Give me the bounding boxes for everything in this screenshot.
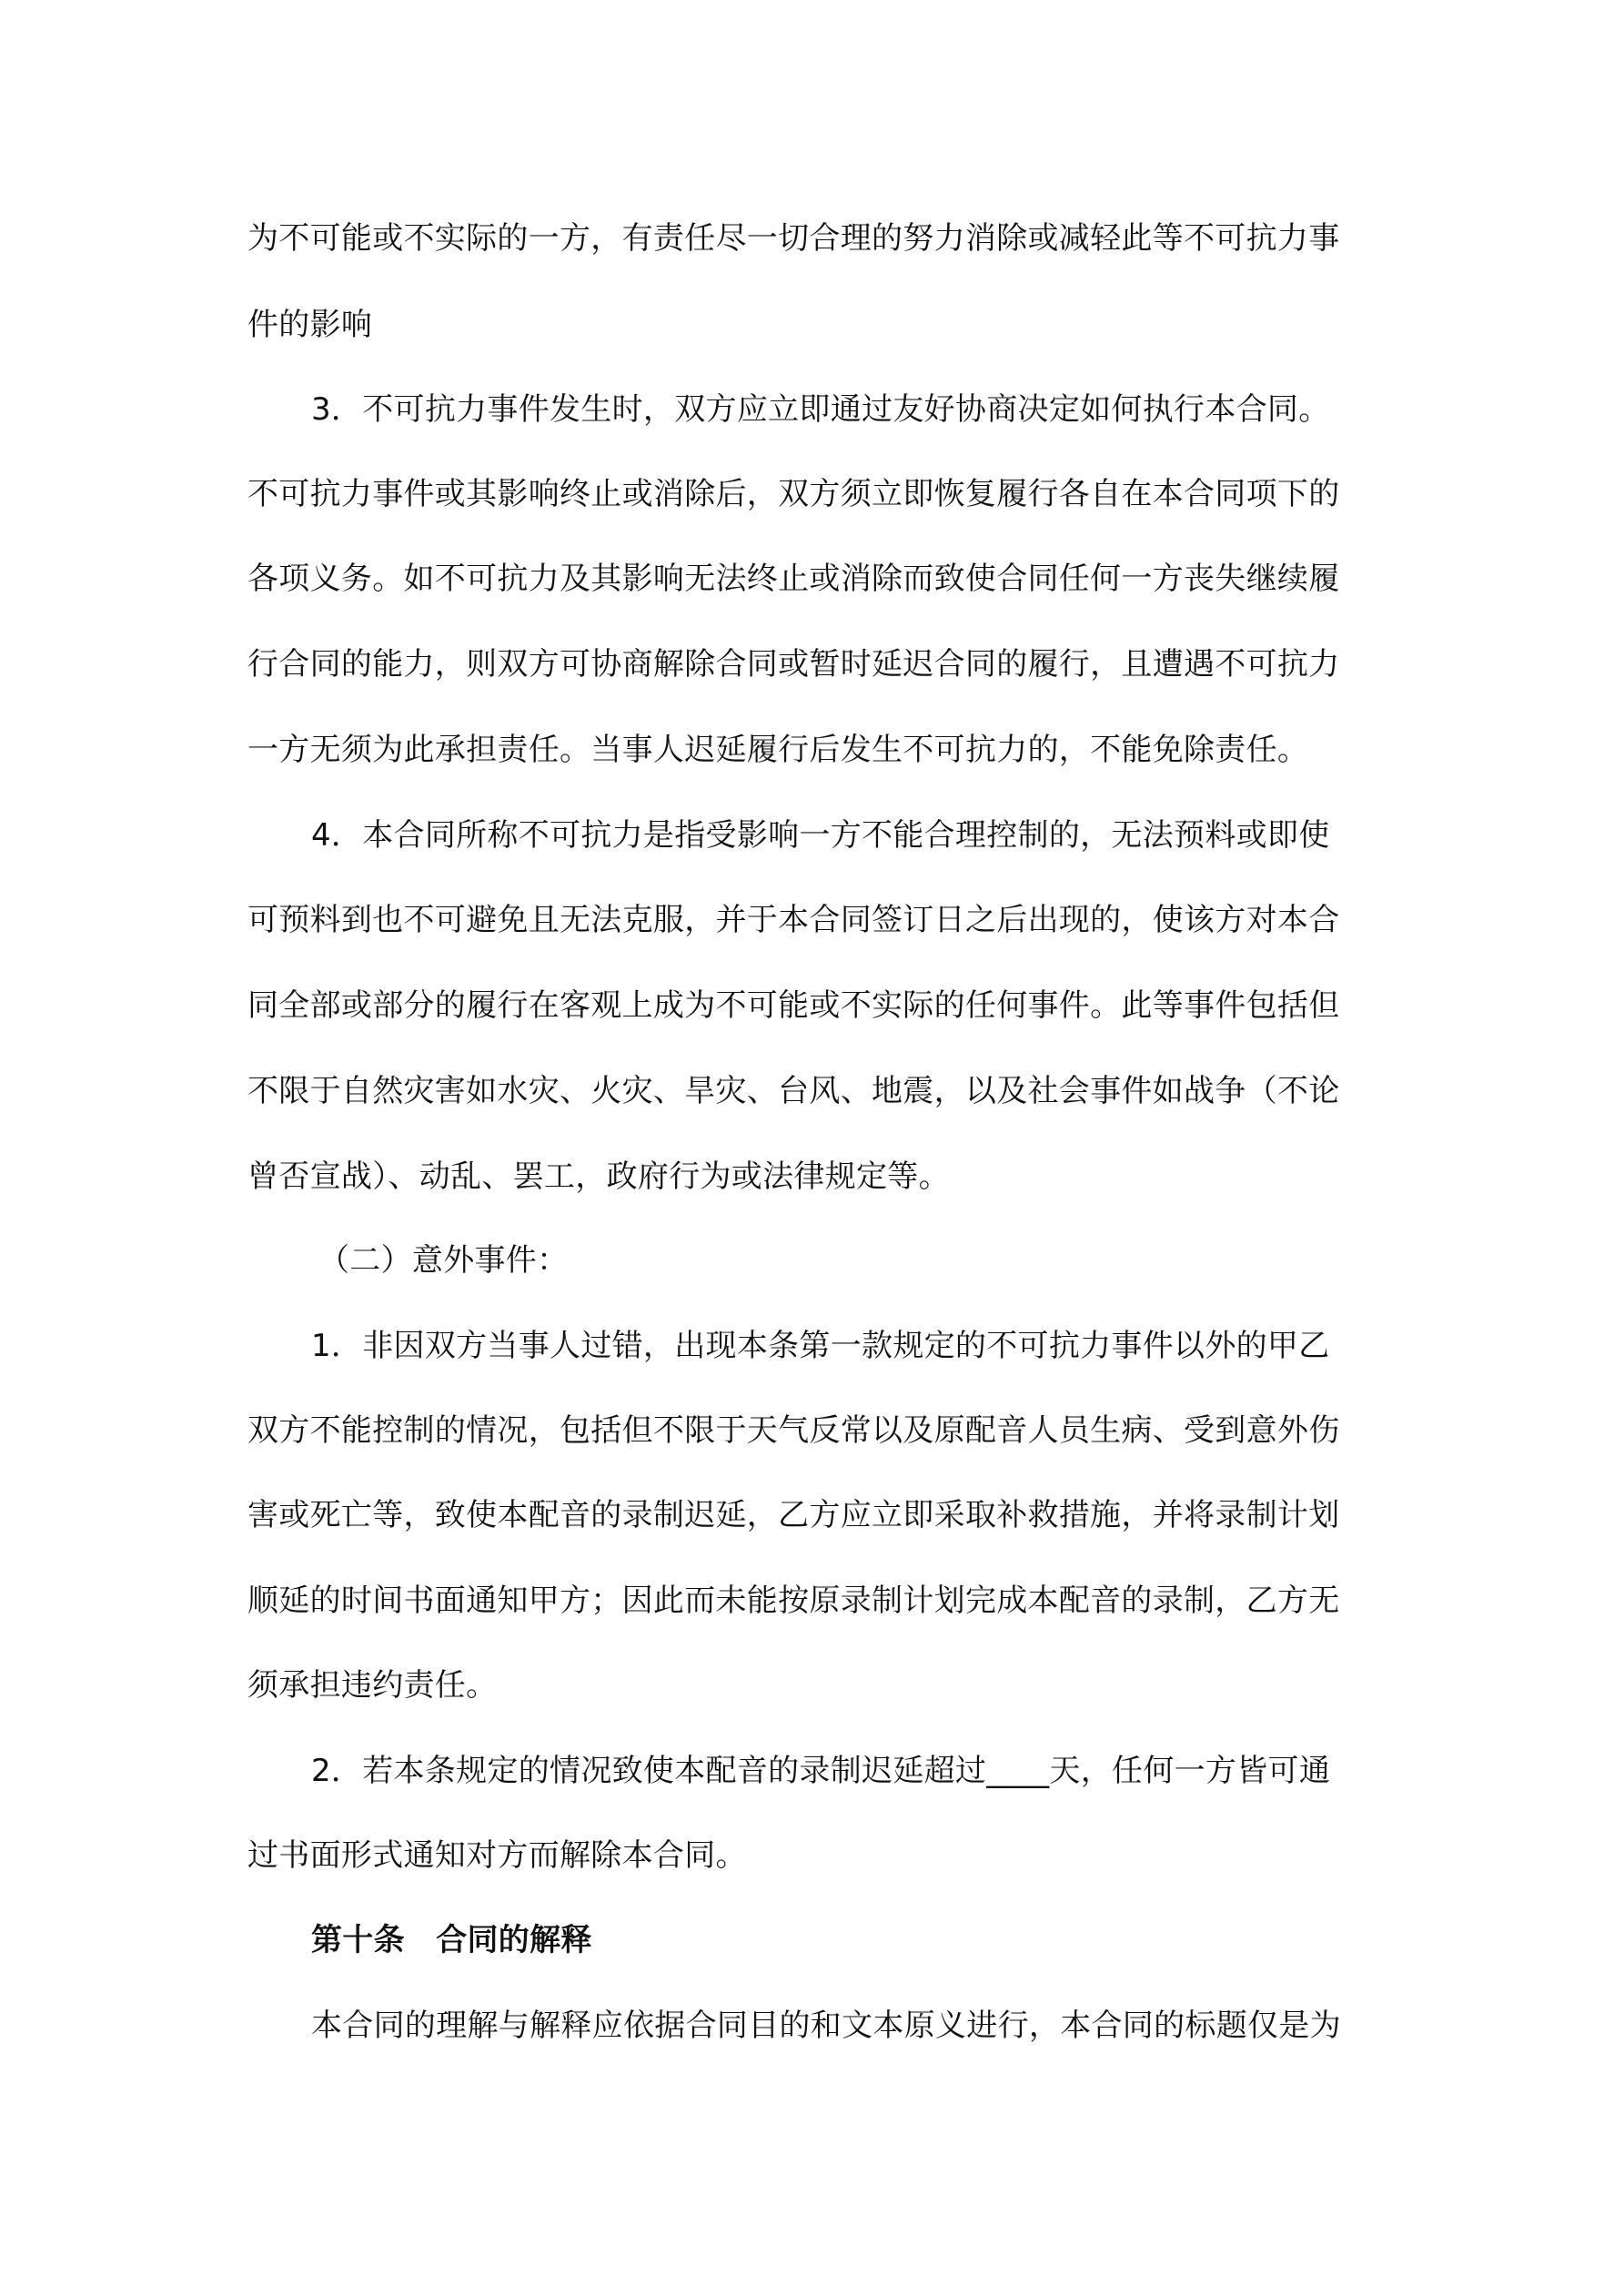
paragraph-line: 不限于自然灾害如水灾、火灾、旱灾、台风、地震，以及社会事件如战争（不论 (247, 1073, 1340, 1109)
paragraph-line: 为不可能或不实际的一方，有责任尽一切合理的努力消除或减轻此等不可抗力事 (247, 220, 1340, 257)
paragraph-line: 须承担违约责任。 (247, 1667, 498, 1704)
paragraph-line: 4．本合同所称不可抗力是指受影响一方不能合理控制的，无法预料或即使 (311, 817, 1330, 854)
paragraph-line: 件的影响 (247, 307, 373, 343)
paragraph-line: 1．非因双方当事人过错，出现本条第一款规定的不可抗力事件以外的甲乙 (311, 1328, 1330, 1364)
paragraph-line: 不可抗力事件或其影响终止或消除后，双方须立即恢复履行各自在本合同项下的 (247, 476, 1340, 512)
section-heading: 第十条 合同的解释 (311, 1922, 592, 1958)
paragraph-line: 各项义务。如不可抗力及其影响无法终止或消除而致使合同任何一方丧失继续履 (247, 561, 1340, 597)
paragraph-line: 2．若本条规定的情况致使本配音的录制迟延超过____天，任何一方皆可通 (311, 1753, 1331, 1789)
section-subheading: （二）意外事件： (318, 1242, 569, 1279)
paragraph-line: 双方不能控制的情况，包括但不限于天气反常以及原配音人员生病、受到意外伤 (247, 1412, 1340, 1449)
paragraph-line: 可预料到也不可避免且无法克服，并于本合同签订日之后出现的，使该方对本合 (247, 902, 1340, 938)
paragraph-line: 本合同的理解与解释应依据合同目的和文本原义进行，本合同的标题仅是为 (311, 2008, 1341, 2044)
paragraph-line: 一方无须为此承担责任。当事人迟延履行后发生不可抗力的，不能免除责任。 (247, 732, 1309, 768)
paragraph-line: 3．不可抗力事件发生时，双方应立即通过友好协商决定如何执行本合同。 (311, 391, 1330, 428)
paragraph-line: 曾否宣战）、动乱、罢工，政府行为或法律规定等。 (247, 1158, 950, 1195)
paragraph-line: 顺延的时间书面通知甲方；因此而未能按原录制计划完成本配音的录制，乙方无 (247, 1583, 1340, 1619)
paragraph-line: 行合同的能力，则双方可协商解除合同或暂时延迟合同的履行，且遭遇不可抗力 (247, 646, 1340, 683)
paragraph-line: 过书面形式通知对方而解除本合同。 (247, 1837, 747, 1874)
paragraph-line: 害或死亡等，致使本配音的录制迟延，乙方应立即采取补救措施，并将录制计划 (247, 1497, 1340, 1533)
paragraph-line: 同全部或部分的履行在客观上成为不可能或不实际的任何事件。此等事件包括但 (247, 987, 1340, 1024)
